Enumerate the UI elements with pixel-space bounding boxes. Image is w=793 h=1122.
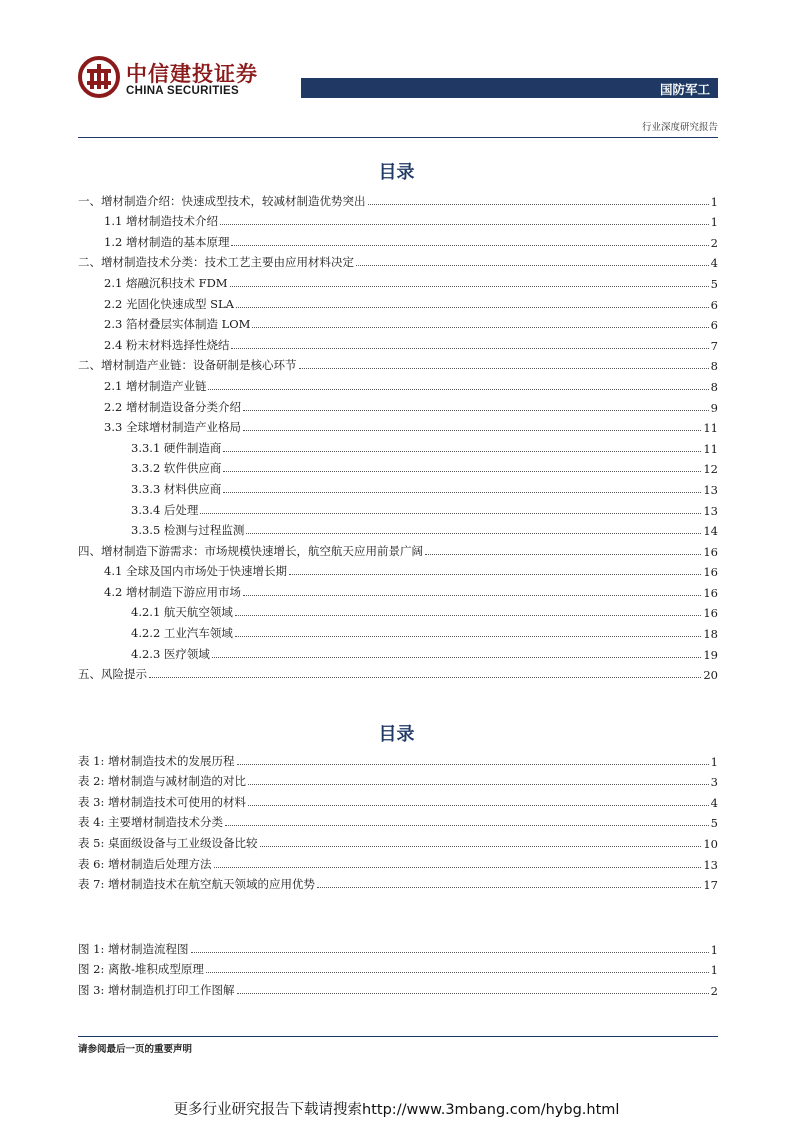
dot-leader — [246, 533, 701, 534]
toc-entry[interactable] — [78, 538, 718, 559]
footer-divider — [78, 1036, 718, 1037]
figure-entry[interactable] — [78, 936, 718, 957]
toc-entry[interactable] — [78, 435, 718, 456]
toc-entry-page: 1 — [710, 194, 718, 209]
toc-entry-label: 4.2 增材制造下游应用市场 — [104, 584, 241, 599]
dot-leader — [248, 805, 709, 806]
dot-leader — [212, 657, 701, 658]
toc-entry-label: 4.2.3 医疗领域 — [131, 646, 210, 661]
disclaimer-note: 请参阅最后一页的重要声明 — [78, 1044, 193, 1055]
download-link-text[interactable]: 更多行业研究报告下载请搜索http://www.3mbang.com/hybg.html — [173, 1102, 620, 1118]
toc-entry[interactable] — [78, 229, 718, 250]
toc-entry-label: 2.1 熔融沉积技术 FDM — [104, 275, 228, 290]
figure-entry-label: 图 2: 离散-堆积成型原理 — [78, 962, 204, 977]
toc-entry-label: 2.2 光固化快速成型 SLA — [104, 296, 234, 311]
table-entry[interactable] — [78, 872, 718, 893]
figure-entry-label: 图 3: 增材制造机打印工作图解 — [78, 982, 235, 997]
dot-leader — [289, 574, 701, 575]
dot-leader — [208, 389, 708, 390]
toc-entry[interactable] — [78, 312, 718, 333]
toc-entry-page: 16 — [703, 585, 718, 600]
toc-entry-label: 1.1 增材制造技术介绍 — [104, 214, 218, 229]
dot-leader — [225, 825, 709, 826]
toc-entry[interactable] — [78, 600, 718, 621]
toc-entry[interactable] — [78, 394, 718, 415]
toc-entry-label: 二、增材制造产业链：设备研制是核心环节 — [78, 358, 297, 373]
dot-leader — [223, 492, 701, 493]
table-entry-page: 3 — [710, 775, 718, 790]
toc-entry-label: 3.3.4 后处理 — [131, 502, 199, 517]
table-entry-label: 表 3: 增材制造技术可使用的材料 — [78, 794, 247, 809]
toc-entry[interactable] — [78, 662, 718, 683]
toc-entry-page: 16 — [703, 544, 718, 559]
toc-entry[interactable] — [78, 579, 718, 600]
toc-entry[interactable] — [78, 188, 718, 209]
toc-entry[interactable] — [78, 476, 718, 497]
figure-entry[interactable] — [78, 977, 718, 998]
toc-entry-label: 4.2.2 工业汽车领域 — [131, 626, 233, 641]
table-entry-label: 表 4: 主要增材制造技术分类 — [78, 815, 224, 830]
toc-entry-label: 3.3.5 检测与过程监测 — [131, 523, 245, 538]
dot-leader — [260, 846, 702, 847]
dot-leader — [356, 265, 709, 266]
toc-entry-page: 12 — [703, 462, 718, 477]
dot-leader — [191, 952, 709, 953]
toc-entry[interactable] — [78, 641, 718, 662]
toc-entry[interactable] — [78, 620, 718, 641]
dot-leader — [248, 784, 709, 785]
table-entry-page: 4 — [710, 795, 718, 810]
dot-leader — [214, 867, 702, 868]
figure-entry-page: 2 — [710, 983, 718, 998]
toc-entry-page: 20 — [703, 668, 718, 683]
sector-banner — [301, 78, 718, 98]
table-of-contents — [78, 188, 718, 682]
toc-entry-label: 2.3 箔材叠层实体制造 LOM — [104, 317, 251, 332]
toc-entry[interactable] — [78, 373, 718, 394]
brand-name-en: CHINA SECURITIES — [126, 85, 239, 97]
dot-leader — [236, 307, 709, 308]
toc-entry-page: 19 — [703, 647, 718, 662]
figure-toc-title: 目录 — [378, 724, 415, 745]
toc-entry[interactable] — [78, 497, 718, 518]
toc-entry-page: 13 — [703, 503, 718, 518]
table-entry[interactable] — [78, 810, 718, 831]
toc-entry-page: 9 — [710, 400, 718, 415]
dot-leader — [237, 764, 709, 765]
table-entry[interactable] — [78, 789, 718, 810]
dot-leader — [299, 368, 709, 369]
toc-entry[interactable] — [78, 332, 718, 353]
table-entry[interactable] — [78, 830, 718, 851]
toc-entry-label: 2.4 粉末材料选择性烧结 — [104, 337, 230, 352]
toc-entry[interactable] — [78, 291, 718, 312]
table-entry[interactable] — [78, 851, 718, 872]
toc-entry-label: 2.2 增材制造设备分类介绍 — [104, 399, 241, 414]
toc-entry-page: 6 — [710, 297, 718, 312]
dot-leader — [235, 615, 701, 616]
table-entry-label: 表 6: 增材制造后处理方法 — [78, 856, 212, 871]
toc-entry[interactable] — [78, 270, 718, 291]
dot-leader — [230, 286, 709, 287]
toc-entry-page: 6 — [710, 318, 718, 333]
table-entry-page: 1 — [710, 754, 718, 769]
sector-label: 国防军工 — [659, 82, 710, 97]
toc-entry-page: 18 — [703, 627, 718, 642]
toc-entry-page: 11 — [703, 421, 718, 436]
table-entry-label: 表 2: 增材制造与减材制造的对比 — [78, 774, 247, 789]
toc-entry-label: 3.3.3 材料供应商 — [131, 481, 222, 496]
toc-entry-page: 16 — [703, 606, 718, 621]
table-entry[interactable] — [78, 769, 718, 790]
figure-entry-page: 1 — [710, 963, 718, 978]
table-entry[interactable] — [78, 748, 718, 769]
toc-entry-label: 五、风险提示 — [78, 667, 147, 682]
toc-entry-page: 8 — [710, 359, 718, 374]
dot-leader — [243, 595, 701, 596]
toc-entry[interactable] — [78, 456, 718, 477]
toc-entry-label: 2.1 增材制造产业链 — [104, 378, 207, 393]
report-type: 行业深度研究报告 — [641, 122, 718, 133]
toc-entry-label: 4.1 全球及国内市场处于快速增长期 — [104, 564, 287, 579]
table-entry-page: 5 — [710, 816, 718, 831]
header-divider — [78, 137, 718, 138]
toc-entry-page: 5 — [710, 276, 718, 291]
toc-entry-label: 3.3.2 软件供应商 — [131, 461, 222, 476]
toc-entry-label: 3.3 全球增材制造产业格局 — [104, 420, 241, 435]
toc-entry[interactable] — [78, 209, 718, 230]
toc-entry-label: 二、增材制造技术分类：技术工艺主要由应用材料决定 — [78, 255, 354, 270]
table-entry-page: 17 — [703, 878, 718, 893]
toc-entry[interactable] — [78, 353, 718, 374]
toc-entry-label: 四、增材制造下游需求：市场规模快速增长，航空航天应用前景广阔 — [78, 543, 423, 558]
toc-entry-page: 16 — [703, 565, 718, 580]
dot-leader — [223, 451, 701, 452]
toc-entry[interactable] — [78, 518, 718, 539]
dot-leader — [235, 636, 701, 637]
dot-leader — [200, 513, 701, 514]
figure-entry-label: 图 1: 增材制造流程图 — [78, 941, 189, 956]
dot-leader — [231, 348, 708, 349]
figure-entry[interactable] — [78, 957, 718, 978]
table-entry-page: 10 — [703, 836, 718, 851]
dot-leader — [231, 245, 708, 246]
dot-leader — [223, 471, 701, 472]
toc-entry-label: 1.2 增材制造的基本原理 — [104, 234, 230, 249]
toc-entry-page: 4 — [710, 256, 718, 271]
brand-name-cn: 中信建投证券 — [126, 62, 258, 86]
dot-leader — [149, 677, 701, 678]
table-list — [78, 748, 718, 892]
dot-leader — [252, 327, 708, 328]
figure-entry-page: 1 — [710, 942, 718, 957]
dot-leader — [206, 972, 709, 973]
toc-entry-page: 2 — [710, 235, 718, 250]
dot-leader — [237, 993, 709, 994]
dot-leader — [220, 224, 709, 225]
toc-entry[interactable] — [78, 415, 718, 436]
table-entry-label: 表 1: 增材制造技术的发展历程 — [78, 753, 235, 768]
company-logo — [78, 56, 263, 100]
company-logo-mark — [78, 56, 120, 98]
table-entry-label: 表 5: 桌面级设备与工业级设备比较 — [78, 835, 258, 850]
toc-entry-label: 一、增材制造介绍：快速成型技术，较减材制造优势突出 — [78, 193, 366, 208]
toc-entry-page: 1 — [710, 215, 718, 230]
dot-leader — [368, 204, 709, 205]
figure-list — [78, 936, 718, 998]
table-entry-page: 13 — [703, 857, 718, 872]
toc-entry-page: 7 — [710, 338, 718, 353]
toc-entry-page: 8 — [710, 379, 718, 394]
toc-entry[interactable] — [78, 559, 718, 580]
toc-entry[interactable] — [78, 250, 718, 271]
toc-entry-page: 13 — [703, 482, 718, 497]
toc-entry-page: 14 — [703, 524, 718, 539]
dot-leader — [425, 554, 701, 555]
toc-entry-label: 3.3.1 硬件制造商 — [131, 440, 222, 455]
toc-entry-page: 11 — [703, 441, 718, 456]
dot-leader — [243, 410, 709, 411]
dot-leader — [243, 430, 701, 431]
toc-title: 目录 — [378, 162, 415, 183]
table-entry-label: 表 7: 增材制造技术在航空航天领域的应用优势 — [78, 877, 315, 892]
toc-entry-label: 4.2.1 航天航空领域 — [131, 605, 233, 620]
dot-leader — [317, 887, 701, 888]
